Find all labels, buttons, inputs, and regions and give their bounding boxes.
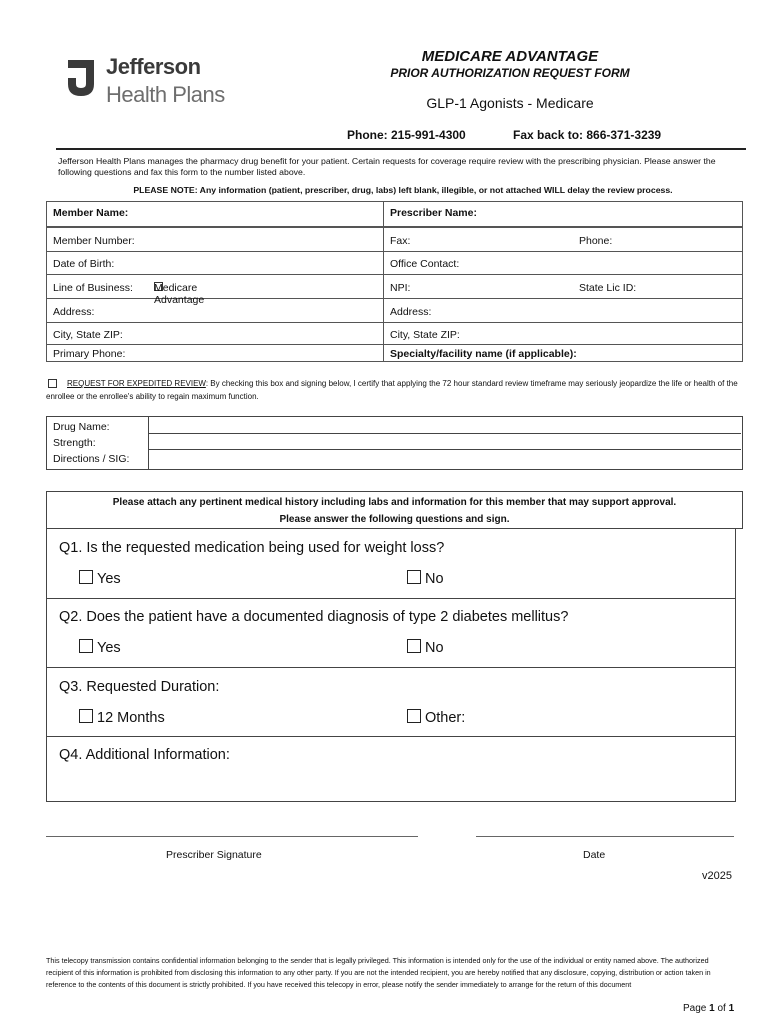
page-of: of [717, 1003, 726, 1014]
strength-field[interactable] [149, 433, 741, 450]
question-2: Q2. Does the patient have a documented diagnosis of type 2 diabetes mellitus? [59, 609, 569, 625]
table-row [46, 227, 743, 252]
line-of-business-label: Line of Business: [53, 282, 133, 294]
question-4: Q4. Additional Information: [59, 747, 230, 763]
drug-table [46, 416, 743, 470]
expedited-checkbox[interactable] [48, 379, 57, 388]
member-name-label[interactable]: Member Name: [53, 207, 129, 219]
checkbox-icon[interactable] [407, 709, 421, 723]
q1-no-option[interactable] [407, 570, 444, 587]
logo-line1: Jefferson [106, 54, 201, 79]
directions-field[interactable] [149, 449, 741, 465]
q3-12-months-option[interactable] [79, 709, 165, 726]
question-divider [47, 667, 735, 668]
signature-line[interactable] [46, 836, 418, 837]
drug-name-label: Drug Name: [53, 421, 110, 433]
attach-line2: Please answer the following questions and sign. [279, 514, 510, 525]
page-total: 1 [728, 1003, 735, 1014]
specialty-label[interactable]: Specialty/facility name (if applicable): [390, 348, 577, 360]
q3-other-option[interactable] [407, 709, 465, 726]
intro-text: Jefferson Health Plans manages the pharmacy drug benefit for your patient. Certain requests for coverage require review with the prescribing physician. Please answer the following questions and fax this form to the number listed above. [58, 156, 716, 177]
question-divider [47, 736, 735, 737]
strength-label: Strength: [53, 437, 96, 449]
form-title: MEDICARE ADVANTAGE [421, 48, 599, 65]
member-number-label[interactable]: Member Number: [53, 235, 135, 247]
q3-12-months-label: 12 Months [97, 710, 165, 726]
signature-label: Prescriber Signature [166, 849, 262, 861]
table-row [46, 323, 743, 345]
form-subtitle: PRIOR AUTHORIZATION REQUEST FORM [390, 66, 630, 80]
additional-info-field[interactable] [59, 769, 723, 797]
questions-box [46, 529, 736, 802]
page-number [683, 1003, 734, 1014]
table-row [46, 299, 743, 323]
prescriber-city-label[interactable]: City, State ZIP: [390, 329, 460, 341]
q1-yes-option[interactable] [79, 570, 121, 587]
checkbox-icon[interactable] [407, 570, 421, 584]
q1-yes-label: Yes [97, 571, 121, 587]
jefferson-logo-icon [66, 58, 96, 98]
fax-number: Fax back to: 866-371-3239 [513, 128, 662, 142]
page-current: 1 [709, 1003, 715, 1014]
q2-yes-option[interactable] [79, 639, 121, 656]
table-row [46, 275, 743, 306]
office-contact-label[interactable]: Office Contact: [390, 258, 460, 270]
expedited-text: : By checking this box and signing below, I certify that applying the 72 hour standard review timeframe may seriously jeopardize the life or health of the enrollee or the enrollee's ability to regain maximum function. [46, 379, 738, 401]
question-3: Q3. Requested Duration: [59, 679, 220, 695]
prescriber-phone-label[interactable]: Phone: [579, 235, 613, 247]
member-dob-label[interactable]: Date of Birth: [53, 258, 115, 270]
expedited-label: REQUEST FOR EXPEDITED REVIEW [67, 379, 206, 388]
header-divider [56, 148, 746, 150]
checkbox-icon[interactable] [79, 709, 93, 723]
q1-no-label: No [425, 571, 444, 587]
prescriber-name-label[interactable]: Prescriber Name: [390, 207, 477, 219]
q2-no-label: No [425, 640, 444, 656]
table-row [46, 345, 743, 362]
prescriber-fax-label[interactable]: Fax: [390, 235, 411, 247]
drug-name-field[interactable] [149, 417, 741, 434]
directions-label: Directions / SIG: [53, 453, 130, 465]
member-address-label[interactable]: Address: [53, 306, 95, 318]
expedited-review [46, 377, 746, 403]
q2-no-option[interactable] [407, 639, 444, 656]
page-prefix: Page [683, 1003, 707, 1014]
lob-option-label: Medicare Advantage [154, 282, 205, 306]
checkbox-icon[interactable] [79, 570, 93, 584]
please-note: PLEASE NOTE: Any information (patient, prescriber, drug, labs) left blank, illegible, or not attached WILL delay the review process. [133, 185, 673, 195]
checkbox-icon[interactable] [407, 639, 421, 653]
logo-line2: Health Plans [106, 82, 225, 107]
question-1: Q1. Is the requested medication being used for weight loss? [59, 540, 445, 556]
q3-other-label: Other: [425, 710, 466, 726]
attach-line1: Please attach any pertinent medical history including labs and information for this member that may support approval. [112, 497, 677, 508]
table-row [46, 201, 743, 227]
version-label: v2025 [702, 870, 732, 882]
npi-label[interactable]: NPI: [390, 282, 411, 294]
table-row [46, 251, 743, 275]
confidentiality-notice: This telecopy transmission contains confidential information belonging to the sender that is legally privileged. This information is intended only for the use of the individual or entity named above. The authorized recipient of this information is prohibited from disclosing this information to any other party. If you are not the intended recipient, you are hereby notified that any disclosure, copying, distribution or action taken in reference to the contents of this document is strictly prohibited. If you have received this telecopy in error, please notify the sender immediately to arrange for the return of this document [46, 956, 711, 989]
phone-number: Phone: 215-991-4300 [347, 128, 466, 142]
prescriber-address-label[interactable]: Address: [390, 306, 432, 318]
member-city-label[interactable]: City, State ZIP: [53, 329, 123, 341]
question-divider [47, 598, 735, 599]
checkbox-icon[interactable] [79, 639, 93, 653]
jefferson-logo [66, 56, 256, 112]
state-license-label[interactable]: State Lic ID: [579, 282, 637, 294]
member-phone-label[interactable]: Primary Phone: [53, 348, 126, 360]
drug-class-title: GLP-1 Agonists - Medicare [426, 95, 594, 111]
date-label: Date [583, 849, 606, 861]
attach-notice [46, 491, 743, 529]
date-line[interactable] [476, 836, 734, 837]
q2-yes-label: Yes [97, 640, 121, 656]
